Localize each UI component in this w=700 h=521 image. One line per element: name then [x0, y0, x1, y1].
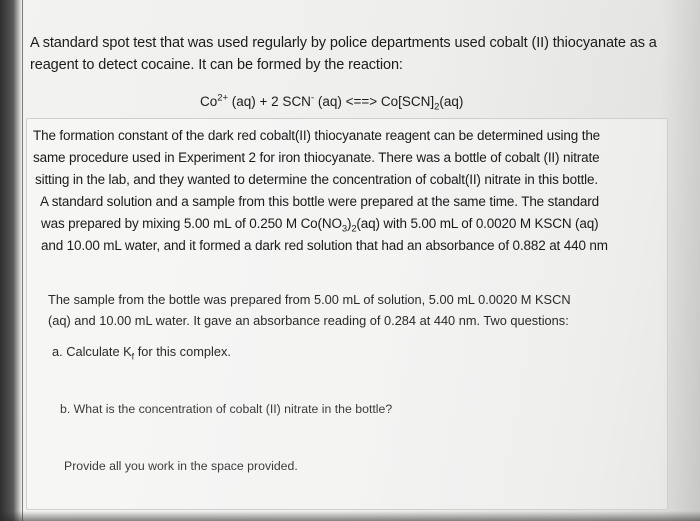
reaction-equation	[200, 92, 464, 113]
question-b: b. What is the concentration of cobalt (II) nitrate in the bottle?	[60, 402, 393, 416]
paragraph-line-5	[41, 216, 599, 235]
eq-part-3: (aq)	[439, 94, 464, 109]
paragraph-line-1: The formation constant of the dark red cobalt(II) thiocyanate reagent can be determined using the	[33, 128, 601, 143]
intro-line-1: A standard spot test that was used regularly by police departments used cobalt (II) thiocyanate as a	[30, 35, 657, 51]
eq-cobalt-charge: 2+	[217, 92, 229, 104]
intro-line-2: reagent to detect cocaine. It can be formed by the reaction:	[30, 57, 403, 73]
paragraph-line-3: sitting in the lab, and they wanted to determine the concentration of cobalt(II) nitrate in this bottle.	[35, 172, 598, 187]
page-margin-line	[22, 0, 23, 521]
eq-cobalt: Co	[200, 94, 218, 109]
paragraph-line-4: A standard solution and a sample from this bottle were prepared at the same time. The standard	[40, 194, 599, 209]
sample-line-2: (aq) and 10.00 mL water. It gave an absorbance reading of 0.284 at 440 nm. Two questions:	[48, 313, 569, 328]
question-a-prefix: a. Calculate K	[52, 344, 132, 359]
nitrate-count-subscript: 2	[351, 223, 357, 235]
paragraph-line-5-b: )	[346, 216, 352, 231]
nitrate-subscript: 3	[341, 223, 347, 235]
paragraph-line-6: and 10.00 mL water, and it formed a dark red solution that had an absorbance of 0.882 at 440 nm	[41, 238, 608, 253]
question-a-suffix: for this complex.	[134, 344, 231, 359]
eq-part-1: (aq) + 2 SCN	[228, 94, 311, 109]
bottom-edge-shadow	[0, 511, 700, 521]
eq-part-2: (aq) <==> Co[SCN]	[314, 94, 435, 109]
work-instruction: Provide all you work in the space provided.	[64, 459, 298, 473]
paragraph-line-2: same procedure used in Experiment 2 for iron thiocyanate. There was a bottle of cobalt (II) nitrate	[33, 150, 600, 165]
left-edge-shadow	[0, 0, 22, 521]
paragraph-line-5-a: was prepared by mixing 5.00 mL of 0.250 M Co(NO	[41, 216, 342, 231]
question-a	[52, 344, 231, 362]
eq-scn-charge: -	[310, 92, 315, 104]
question-a-subscript: f	[131, 351, 135, 362]
sample-line-1: The sample from the bottle was prepared from 5.00 mL of solution, 5.00 mL 0.0020 M KSCN	[48, 292, 571, 307]
paragraph-line-5-c: (aq) with 5.00 mL of 0.0020 M KSCN (aq)	[356, 216, 599, 231]
eq-subscript: 2	[434, 101, 440, 113]
